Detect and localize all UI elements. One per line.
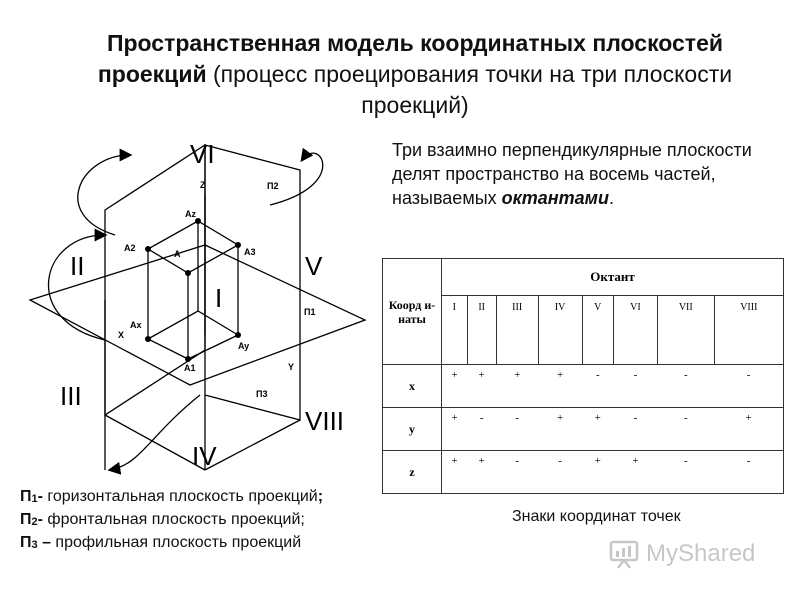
table-row xyxy=(383,451,784,494)
octant-num: IV xyxy=(538,296,582,365)
legend-sym-sub: 1 xyxy=(31,493,38,505)
point-label-a3: A3 xyxy=(244,247,256,257)
rotation-arrow-top xyxy=(78,155,130,235)
legend-sym-letter: П xyxy=(20,511,32,528)
sign-cell: - xyxy=(657,365,714,408)
legend-symbol xyxy=(20,488,43,505)
presentation-icon xyxy=(608,538,640,570)
sign-cell: + xyxy=(538,365,582,408)
octant-num: VII xyxy=(657,296,714,365)
sign-cell: + xyxy=(442,451,468,494)
table-caption: Знаки координат точек xyxy=(512,508,681,525)
table-row xyxy=(383,408,784,451)
plane-label-p1: П1 xyxy=(304,307,316,317)
octant-signs-table xyxy=(382,258,784,494)
point-label-a: A xyxy=(174,249,181,259)
sign-cell: + xyxy=(582,451,613,494)
point-label-ax: Ax xyxy=(130,320,142,330)
legend-sym-letter: П xyxy=(20,488,32,505)
point-label-az: Az xyxy=(185,209,196,219)
sign-cell: + xyxy=(496,365,538,408)
point-label-a2: A2 xyxy=(124,243,136,253)
legend-text: профильная плоскость проекций xyxy=(50,534,302,551)
octant-num: V xyxy=(582,296,613,365)
sign-cell: + xyxy=(442,408,468,451)
plane-legend xyxy=(20,486,323,555)
axis-label-y: Y xyxy=(288,362,295,372)
legend-sym-letter: П xyxy=(20,534,32,551)
legend-sym-sep: - xyxy=(37,511,43,528)
octant-label-v: V xyxy=(305,251,323,281)
octant-num: I xyxy=(442,296,468,365)
sign-cell: - xyxy=(582,365,613,408)
sign-cell: - xyxy=(496,451,538,494)
sign-cell: + xyxy=(467,451,496,494)
intro-emphasis: октантами xyxy=(501,188,609,208)
sign-cell: + xyxy=(613,451,657,494)
legend-end: ; xyxy=(317,488,324,505)
legend-item xyxy=(20,509,323,532)
rotation-arrow-bottom xyxy=(110,395,200,470)
title-normal: (процесс проецирования точки на три плоскости проекций) xyxy=(213,61,733,118)
watermark-text: MyShared xyxy=(646,540,756,567)
sign-cell: - xyxy=(613,365,657,408)
table-row xyxy=(383,365,784,408)
octant-label-ii: II xyxy=(70,251,85,281)
sign-cell: + xyxy=(442,365,468,408)
row-axis: y xyxy=(383,408,442,451)
sign-cell: + xyxy=(582,408,613,451)
octant-num: III xyxy=(496,296,538,365)
sign-cell: - xyxy=(496,408,538,451)
legend-item xyxy=(20,532,323,555)
octant-diagram xyxy=(20,125,380,490)
intro-text xyxy=(392,138,752,210)
legend-sym-sep: - xyxy=(37,488,43,505)
intro-body: Три взаимно перпендикулярные плоскости делят пространство на восемь частей, называемых xyxy=(392,140,752,208)
octant-numbers-row xyxy=(383,296,784,365)
row-axis: x xyxy=(383,365,442,408)
watermark xyxy=(608,534,778,574)
header-octant: Октант xyxy=(442,259,784,296)
octant-num: VI xyxy=(613,296,657,365)
row-axis: z xyxy=(383,451,442,494)
legend-item xyxy=(20,486,323,509)
legend-symbol xyxy=(20,511,43,528)
octant-label-vi: VI xyxy=(190,139,215,169)
sign-cell: + xyxy=(467,365,496,408)
plane-label-p2: П2 xyxy=(267,181,279,191)
sign-cell: - xyxy=(714,451,783,494)
octant-label-iii: III xyxy=(60,381,82,411)
legend-sym-sep: – xyxy=(37,534,51,551)
intro-end: . xyxy=(609,188,615,208)
legend-text: фронтальная плоскость проекций; xyxy=(42,511,305,528)
legend-sym-sub: 2 xyxy=(31,516,38,528)
plane-frontal xyxy=(105,145,205,415)
point-label-a1: A1 xyxy=(184,363,196,373)
sign-cell: - xyxy=(714,365,783,408)
legend-symbol xyxy=(20,534,51,551)
sign-cell: + xyxy=(714,408,783,451)
octant-num: II xyxy=(467,296,496,365)
title-bold: Пространственная модель координатных плоскостей проекций xyxy=(97,30,724,87)
sign-cell: - xyxy=(467,408,496,451)
sign-cell: + xyxy=(538,408,582,451)
axis-label-z: Z xyxy=(200,180,206,190)
page-title xyxy=(80,28,750,121)
legend-text: горизонтальная плоскость проекций xyxy=(42,488,318,505)
point-label-ay: Ay xyxy=(238,341,250,351)
sign-cell: - xyxy=(538,451,582,494)
sign-cell: - xyxy=(613,408,657,451)
octant-label-viii: VIII xyxy=(305,406,345,436)
legend-sym-sub: 3 xyxy=(31,539,38,551)
octant-label-i: I xyxy=(215,283,223,313)
rotation-arrow-right xyxy=(270,153,323,205)
plane-label-p3: П3 xyxy=(256,389,268,399)
sign-cell: - xyxy=(657,451,714,494)
octant-label-iv: IV xyxy=(192,441,217,471)
octant-num: VIII xyxy=(714,296,783,365)
axis-label-x: X xyxy=(118,330,125,340)
sign-cell: - xyxy=(657,408,714,451)
header-coordinates: Коорд и- наты xyxy=(383,259,442,365)
